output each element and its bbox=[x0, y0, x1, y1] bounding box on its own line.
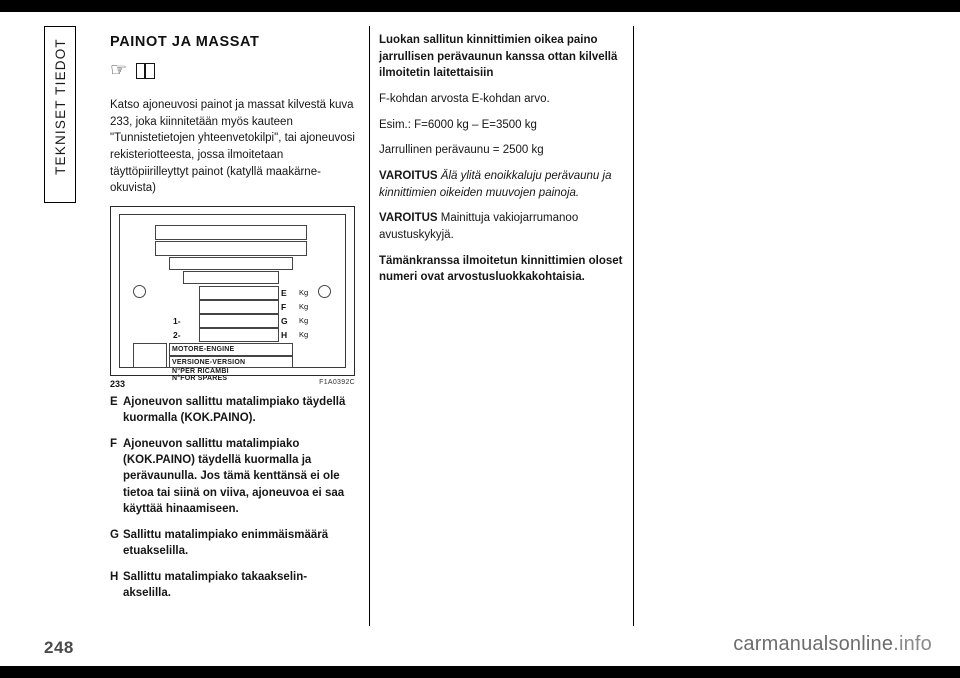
list-item bbox=[110, 436, 355, 516]
plate-unit-h: Kg bbox=[299, 330, 309, 340]
list-item-text: Sallittu matalimpiako takaakselin-akselilla. bbox=[123, 570, 308, 599]
list-item bbox=[110, 527, 355, 559]
book-icon bbox=[136, 63, 155, 79]
list-item-text: Ajoneuvon sallittu matalimpiako (KOK.PAINO) täydellä kuormalla ja perävaunulla. Jos tämä kenttänsä ei ole tietoa tai siinä on viiva, ajoneuvoa ei saa käyttää hinaamiseen. bbox=[123, 438, 345, 515]
plate-label-spares-2: N°FOR SPARES bbox=[172, 375, 228, 383]
identification-plate-figure bbox=[110, 206, 355, 392]
plate-value-e bbox=[199, 286, 279, 300]
left-column bbox=[110, 32, 355, 611]
right-paragraph-2: F-kohdan arvosta E-kohdan arvo. bbox=[379, 93, 550, 106]
plate-hole-left bbox=[133, 285, 146, 298]
plate-label-motore: MOTORE-ENGINE bbox=[172, 346, 235, 354]
list-item bbox=[110, 394, 355, 426]
list-item-marker: F bbox=[110, 438, 118, 451]
plate-axle-2: 2- bbox=[173, 330, 181, 341]
plate-field-row-3 bbox=[169, 257, 293, 270]
list-item bbox=[110, 569, 355, 601]
plate-box-left-lower bbox=[133, 343, 167, 368]
plate-value-h bbox=[199, 328, 279, 342]
plate-label-versione: VERSIONE-VERSION bbox=[172, 359, 246, 367]
page-title: PAINOT JA MASSAT bbox=[110, 34, 260, 50]
list-item-marker: H bbox=[110, 570, 119, 583]
plate-value-f bbox=[199, 300, 279, 314]
right-paragraph-1: Luokan sallitun kinnittimien oikea paino jarrullisen perävaunun kanssa ottan kilvellä ilmoitetin laitettaisiin bbox=[379, 34, 618, 80]
right-paragraph-3: Esim.: F=6000 kg – E=3500 kg bbox=[379, 118, 537, 131]
list-item-marker: G bbox=[110, 528, 119, 541]
list-item-text: Sallittu matalimpiako enimmäismäärä etuakselilla. bbox=[123, 528, 329, 557]
plate-label-spares-1: N°PER RICAMBI bbox=[172, 368, 229, 376]
page-number: 248 bbox=[44, 638, 74, 657]
column-divider-2 bbox=[633, 26, 634, 626]
watermark bbox=[733, 633, 932, 656]
frame-top-bar bbox=[0, 0, 960, 12]
icon-row bbox=[110, 61, 355, 87]
plate-label-g: G bbox=[281, 316, 288, 327]
figure-code: F1A0392C bbox=[319, 379, 355, 387]
column-divider-1 bbox=[369, 26, 370, 626]
list-item-text: Ajoneuvon sallittu matalimpiako täydellä kuormalla (KOK.PAINO). bbox=[123, 396, 346, 425]
plate-value-g bbox=[199, 314, 279, 328]
section-tab-label: TEKNISET TIEDOT bbox=[53, 38, 68, 175]
plate-field-row-2 bbox=[155, 241, 307, 256]
watermark-suffix: .info bbox=[893, 633, 932, 655]
figure-number: 233 bbox=[110, 379, 126, 390]
hand-pointing-icon: ☞ bbox=[110, 60, 128, 82]
section-tab bbox=[44, 26, 76, 203]
warning-block-1 bbox=[379, 168, 624, 201]
manual-page bbox=[0, 12, 960, 666]
right-paragraph-4: Jarrullinen perävaunu = 2500 kg bbox=[379, 144, 544, 157]
plate-hole-right bbox=[318, 285, 331, 298]
plate-label-f: F bbox=[281, 302, 287, 313]
plate-unit-e: Kg bbox=[299, 288, 309, 298]
closing-paragraph: Tämänkranssa ilmoitetun kinnittimien oloset numeri ovat arvostusluokkakohtaisia. bbox=[379, 254, 623, 284]
warning-text-2: Mainittuja vakiojarrumanoo avustuskykyjä. bbox=[379, 212, 579, 242]
plate-label-h: H bbox=[281, 330, 288, 341]
figure-caption-row bbox=[110, 378, 355, 392]
plate-unit-f: Kg bbox=[299, 302, 309, 312]
warning-text-1: Älä ylitä enoikkaluju perävaunu ja kinnittimien oikeiden muuvojen painoja. bbox=[379, 170, 612, 199]
plate-unit-g: Kg bbox=[299, 316, 309, 326]
warning-block-2 bbox=[379, 210, 624, 243]
plate-axle-1: 1- bbox=[173, 316, 181, 327]
warning-label-1: VAROITUS bbox=[379, 170, 438, 183]
plate-field-row-4 bbox=[183, 271, 279, 284]
watermark-main: carmanualsonline bbox=[733, 633, 894, 655]
intro-paragraph: Katso ajoneuvosi painot ja massat kilvestä kuva 233, joka kiinnitetään myös kauteen "Tunnistetietojen yhteenvetokilpi", tai ajoneuvosi rekisteriotteesta, jossa ilmoitetaan täyttöpiirilleyttyt painot (katyllä maakärne-okuvista) bbox=[110, 99, 355, 195]
frame-bottom-bar bbox=[0, 666, 960, 678]
right-column bbox=[379, 32, 624, 295]
plate-label-e: E bbox=[281, 288, 287, 299]
warning-label-2: VAROITUS bbox=[379, 212, 438, 225]
list-item-marker: E bbox=[110, 396, 118, 409]
plate-field-row-1 bbox=[155, 225, 307, 240]
